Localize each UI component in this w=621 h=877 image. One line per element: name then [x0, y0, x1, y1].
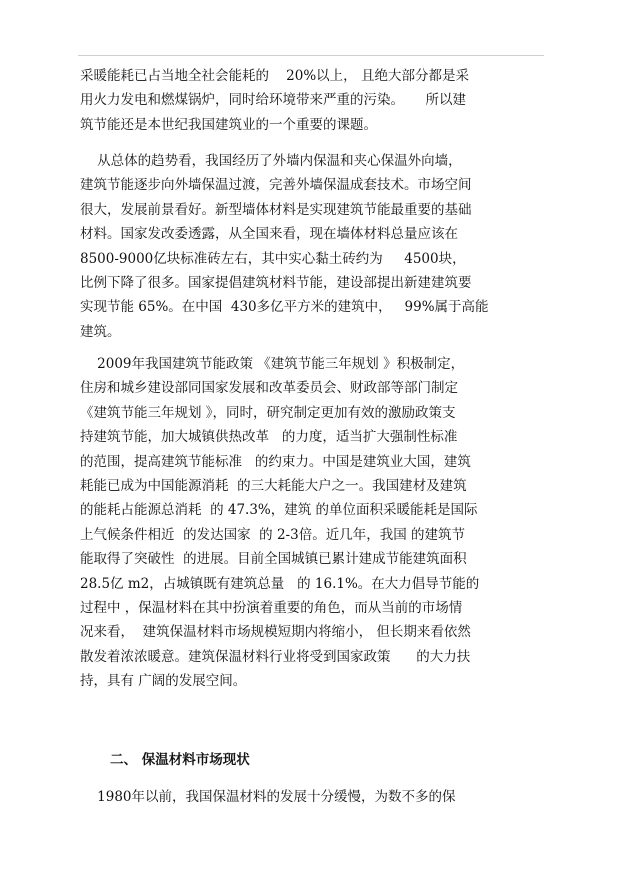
text-line: 实现节能 65%。在中国 430多亿平方米的建筑中， 99%属于高能 [80, 299, 489, 316]
text-line: 的范围，提高建筑节能标准 的约束力。中国是建筑业大国，建筑 [80, 453, 471, 470]
paragraph-4 [80, 785, 546, 809]
text-line: 的能耗占能源总消耗 的 47.3%，建筑 的单位面积采暖能耗是国际 [80, 502, 478, 519]
text-line: 筑节能还是本世纪我国建筑业的一个重要的课题。 [80, 116, 377, 133]
text-line: 持，具有 广阔的发展空间。 [80, 673, 247, 690]
text-line: 1980年以前，我国保温材料的发展十分缓慢，为数不多的保 [80, 789, 456, 805]
text-line: 建筑。 [80, 323, 121, 340]
text-line: 上气候条件相近 的发达国家 的 2-3倍。近几年，我国 的建筑节 [80, 526, 465, 543]
text-line: 很大，发展前景看好。新型墙体材料是实现建筑节能最重要的基础 [80, 201, 472, 218]
paragraph-1 [80, 64, 546, 137]
text-line: 住房和城乡建设部同国家发展和改革委员会、财政部等部门制定 [80, 380, 458, 397]
text-line: 散发着浓浓暖意。建筑保温材料行业将受到国家政策 的大力扶 [80, 648, 471, 665]
paragraph-2 [80, 149, 546, 344]
paragraph-3 [80, 352, 546, 693]
text-line: 2009年我国建筑节能政策 《建筑节能三年规划 》积极制定， [80, 356, 465, 372]
text-line: 比例下降了很多。国家提倡建筑材料节能，建设部提出新建建筑要 [80, 274, 472, 291]
text-line: 能取得了突破性 的进展。目前全国城镇已累计建成节能建筑面积 [80, 551, 467, 568]
text-line: 材料。国家发改委透露，从全国来看，现在墙体材料总量应该在 [80, 226, 458, 243]
text-line: 28.5亿 m2，占城镇既有建筑总量 的 16.1%。在大力倡导节能的 [80, 575, 480, 592]
text-line: 《建筑节能三年规划 》，同时，研究制定更加有效的激励政策支 [80, 404, 456, 421]
text-line: 持建筑节能，加大城镇供热改革 的力度，适当扩大强制性标准 [80, 429, 458, 446]
text-line: 从总体的趋势看，我国经历了外墙内保温和夹心保温外向墙， [80, 153, 462, 169]
text-line: 建筑节能逐步向外墙保温过渡，完善外墙保温成套技术。市场空间 [80, 177, 472, 194]
text-line: 采暖能耗已占当地全社会能耗的 20%以上， 且绝大部分都是采 [80, 68, 469, 84]
text-line: 8500-9000亿块标准砖左右，其中实心黏土砖约为 4500块， [80, 250, 466, 267]
section-heading: 二、 保温材料市场现状 [110, 752, 250, 768]
text-line: 过程中 ，保温材料在其中扮演着重要的角色，而从当前的市场情 [80, 599, 463, 616]
text-line: 用火力发电和燃煤锅炉，同时给环境带来严重的污染。 所以建 [80, 92, 466, 109]
header-divider [78, 55, 544, 56]
text-line: 耗能已成为中国能源消耗 的三大耗能大户之一。我国建材及建筑 [80, 477, 467, 494]
text-line: 况来看， 建筑保温材料市场规模短期内将缩小， 但长期来看依然 [80, 624, 471, 641]
